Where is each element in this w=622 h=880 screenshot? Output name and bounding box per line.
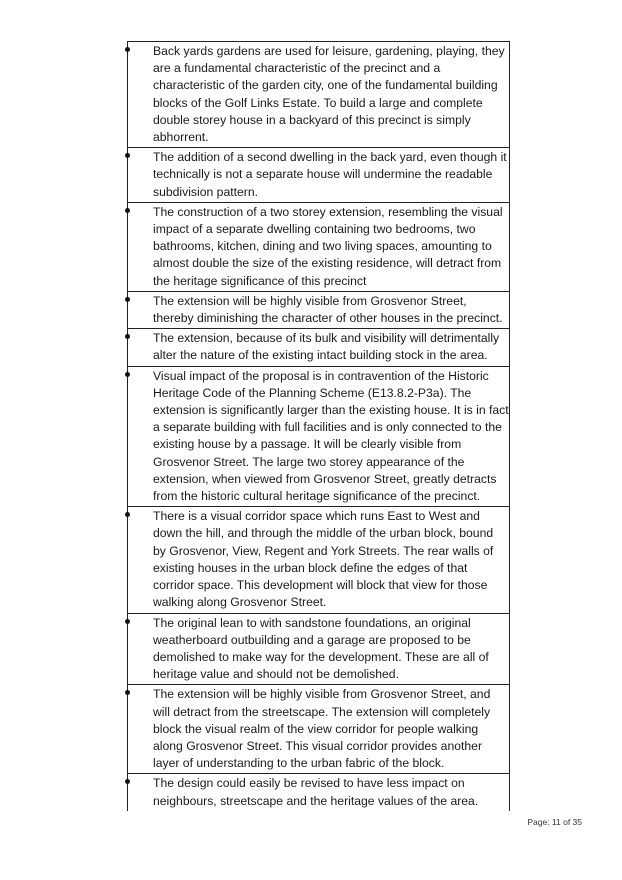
bullet-row (128, 367, 509, 508)
bullet-text: Back yards gardens are used for leisure, gardening, playing, they are a fundamental characteristic of the precinct and a characteristic of the garden city, one of the fundamental building blocks of the Golf Links Estate. To build a large and complete double storey house in a backyard of this precinct is simply abhorrent. (153, 44, 505, 145)
bullet-row (128, 292, 509, 329)
bullet-text: Visual impact of the proposal is in contravention of the Historic Heritage Code of the Planning Scheme (E13.8.2-P3a). The extension is significantly larger than the existing house. It is in fact a separate building with full facilities and is only connected to the existing house by a passage. It will be clearly visible from Grosvenor Street. The large two storey appearance of the extension, when viewed from Grosvenor Street, greatly detracts from the historic cultural heritage significance of the precinct. (153, 368, 509, 504)
bullet-text: The extension will be highly visible from Grosvenor Street, thereby diminishing the character of other houses in the precinct. (153, 293, 503, 326)
bullet-row (128, 203, 509, 292)
bullet-icon (125, 208, 130, 213)
bullet-text: The construction of a two storey extension, resembling the visual impact of a separate dwelling containing two bedrooms, two bathrooms, kitchen, dining and two living spaces, amounting to almost double the size of the existing residence, will detract from the heritage significance of this precinct (153, 204, 503, 288)
bullet-icon (125, 690, 130, 695)
bullet-text: The extension, because of its bulk and visibility will detrimentally alter the nature of the existing intact building stock in the area. (153, 331, 500, 363)
bullet-row (128, 148, 509, 203)
bullet-row (128, 774, 509, 810)
bullet-icon (125, 153, 130, 158)
bullet-row (128, 507, 509, 613)
bullet-icon (125, 779, 130, 784)
bullet-icon (125, 372, 130, 377)
page-number: Page: 11 of 35 (527, 817, 582, 827)
bullet-icon (125, 512, 130, 517)
objection-bullet-table (127, 41, 510, 811)
bullet-text: There is a visual corridor space which runs East to West and down the hill, and through the middle of the urban block, bound by Grosvenor, View, Regent and York Streets. The rear walls of existing houses in the urban block define the edges of that corridor space. This development will block that view for those walking along Grosvenor Street. (153, 509, 494, 610)
bullet-row (128, 614, 509, 686)
bullet-row (128, 329, 509, 366)
bullet-icon (125, 619, 130, 624)
bullet-row (128, 42, 509, 148)
bullet-icon (125, 47, 130, 52)
bullet-text: The addition of a second dwelling in the back yard, even though it technically is not a separate house will undermine the readable subdivision pattern. (153, 150, 507, 199)
bullet-row (128, 685, 509, 774)
bullet-text: The design could easily be revised to have less impact on neighbours, streetscape and the heritage values of the area. (153, 776, 479, 808)
bullet-text: The extension will be highly visible from Grosvenor Street, and will detract from the streetscape. The extension will completely block the visual realm of the view corridor for people walking along Grosvenor Street. This visual corridor provides another layer of understanding to the urban fabric of the block. (153, 687, 491, 771)
bullet-icon (125, 334, 130, 339)
bullet-icon (125, 297, 130, 302)
bullet-text: The original lean to with sandstone foundations, an original weatherboard outbuilding and a garage are proposed to be demolished to make way for the development. These are all of heritage value and should not be demolished. (153, 615, 489, 682)
